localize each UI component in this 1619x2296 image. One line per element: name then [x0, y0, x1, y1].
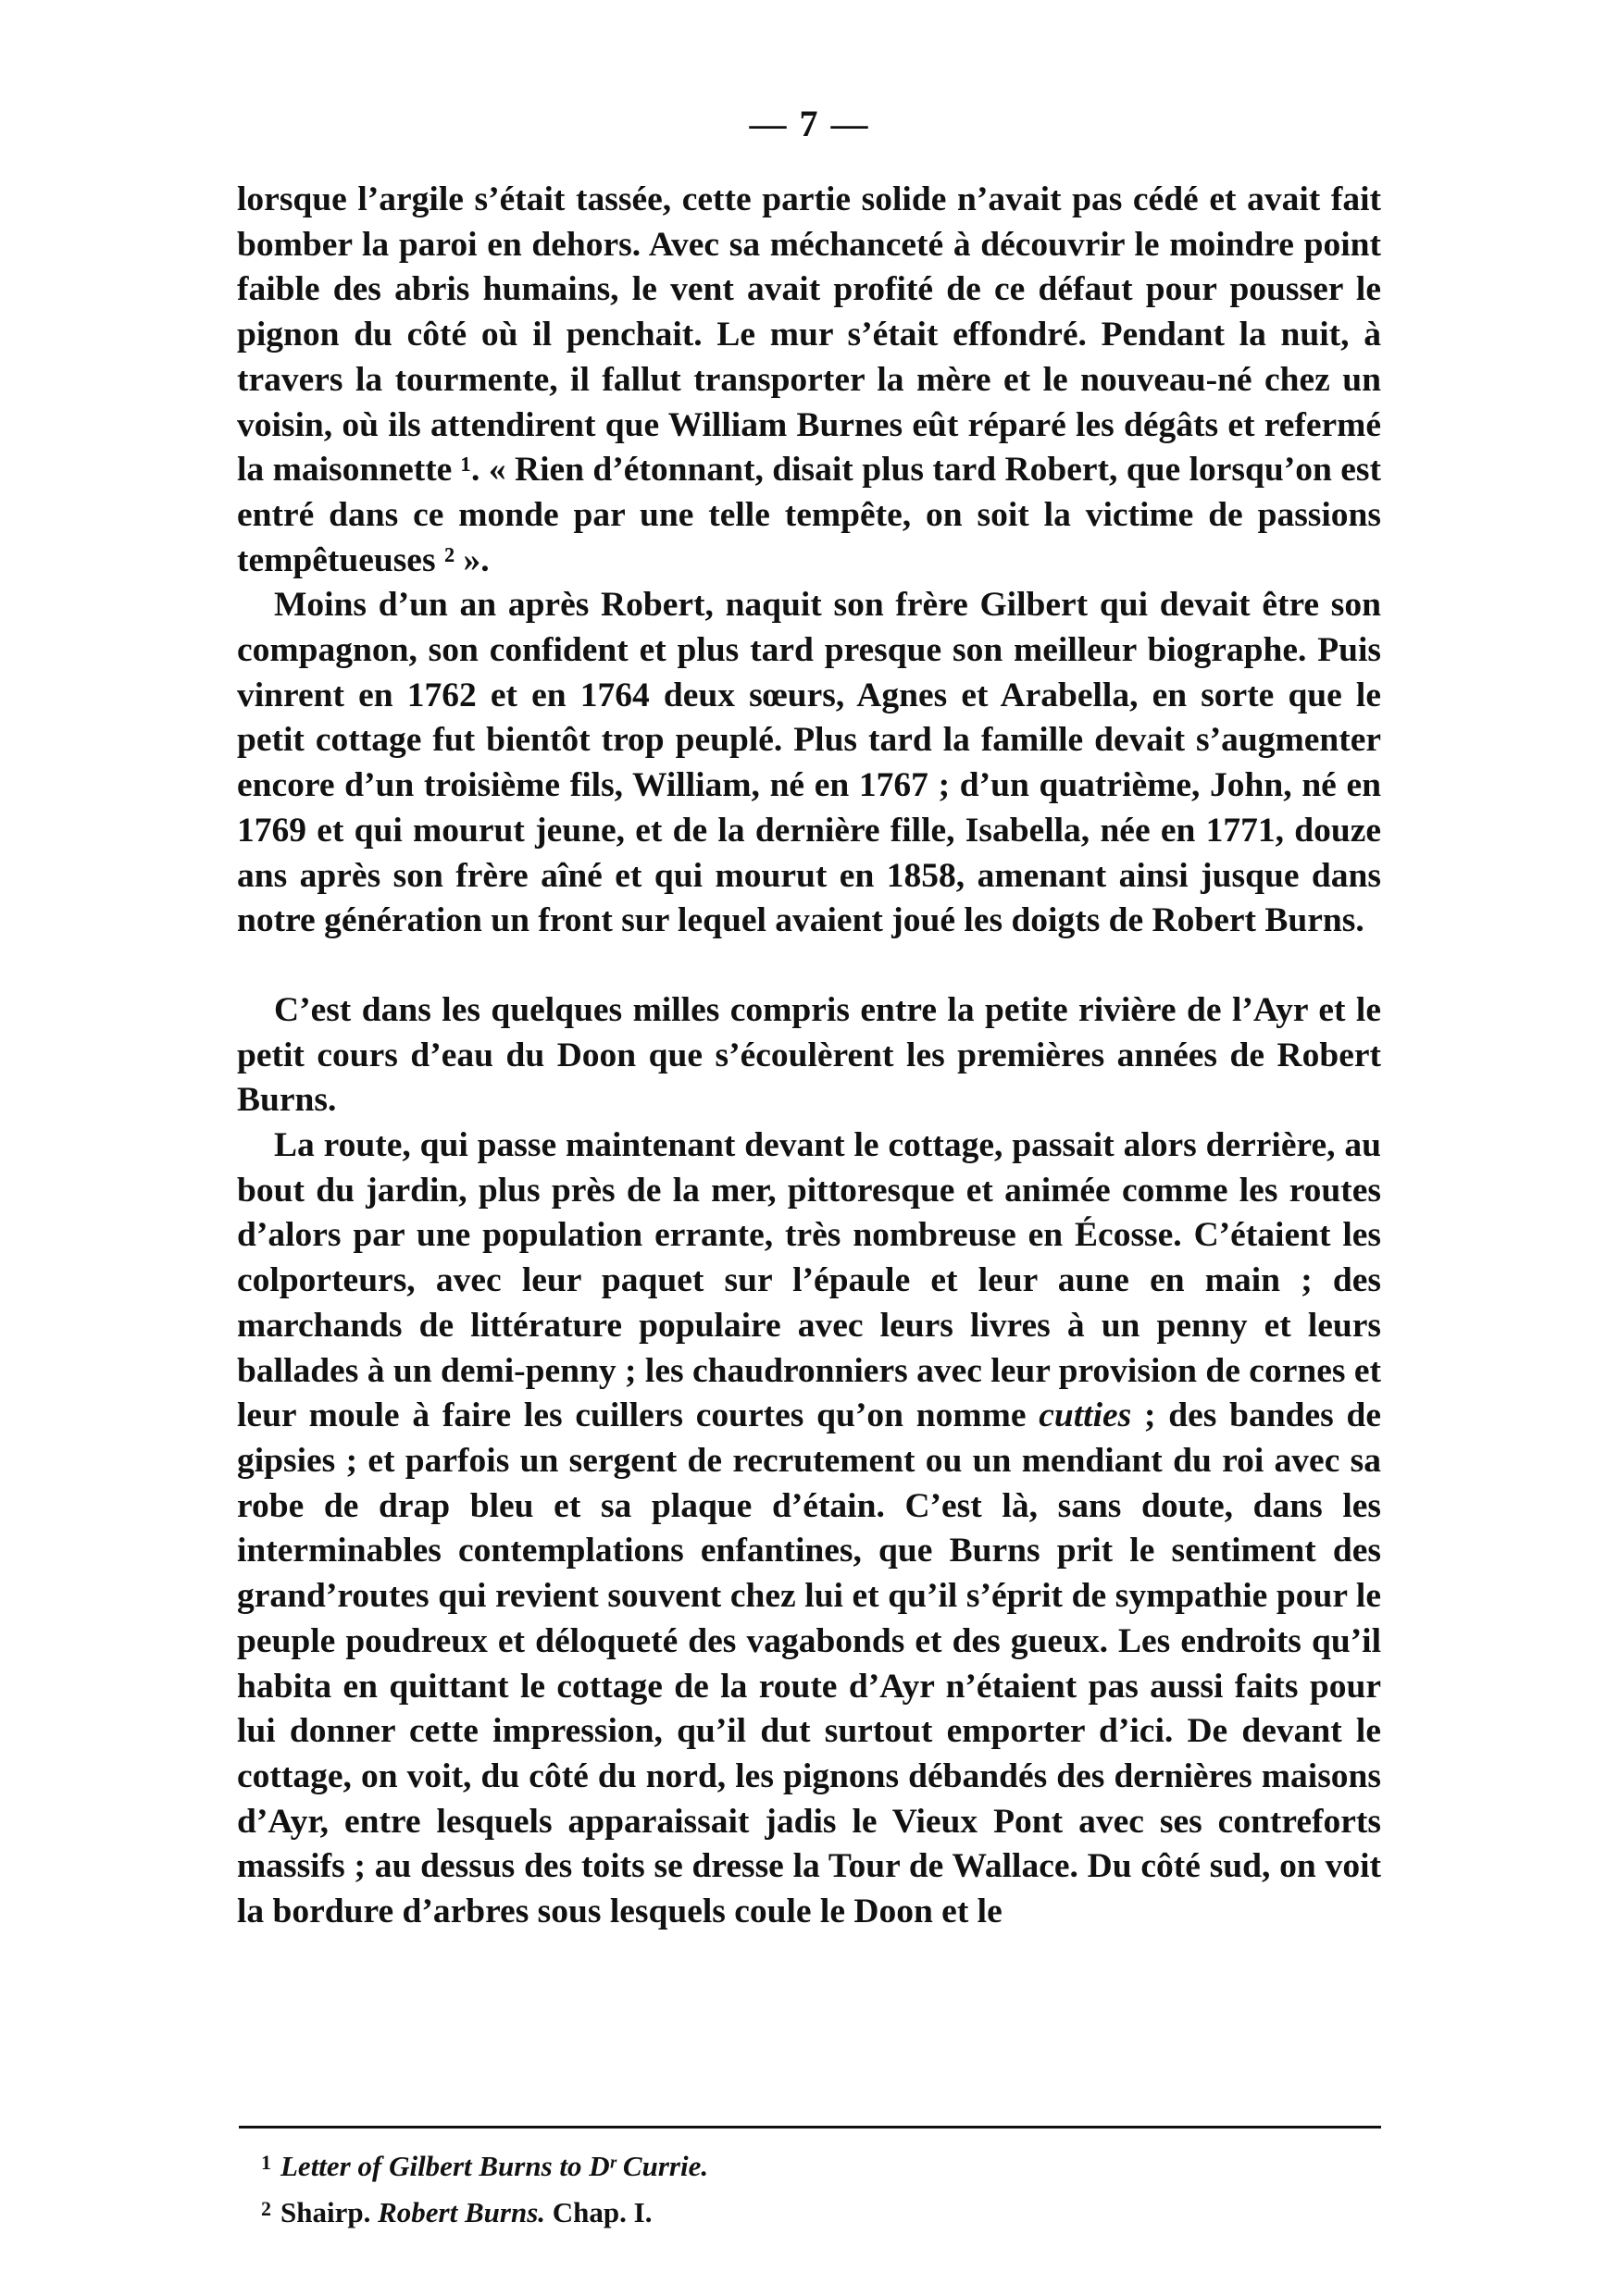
paragraph-4-part-2: ; des bandes de gipsies ; et parfois un sergent de recrutement ou un mendiant du roi avec sa robe de drap bleu et sa plaque d’étain. C’est là, sans doute, dans les interminables contemplations enfantines, que Burns prit le sentiment des grand’routes qui revient souvent chez lui et qu’il s’éprit de sympathie pour le peuple poudreux et déloqueté des vagabonds et des gueux. Les endroits qu’il habita en quittant le cottage de la route d’Ayr n’étaient pas aussi faits pour lui donner cette impression, qu’il dut surtout emporter d’ici. De devant le cottage, on voit, du côté du nord, les pignons débandés des dernières maisons d’Ayr, entre lesquels apparaissait jadis le Vieux Pont avec ses contreforts massifs ; au dessus des toits se dresse la Tour de Wallace. Du côté sud, on voit la bordure d’arbres sous lesquels coule le Doon et le: [237, 1396, 1381, 1931]
footnote-2-roman: Chap. I.: [545, 2196, 653, 2228]
paragraph-4-part-1: La route, qui passe maintenant devant le cottage, passait alors derrière, au bout du jardin, plus près de la mer, pittoresque et animée comme les routes d’alors par une population errante, très nombreuse en Écosse. C’étaient les colporteurs, avec leur paquet sur l’épaule et leur aune en main ; des marchands de littérature populaire avec leurs livres à un penny et leurs ballades à un demi-penny ; les chaudronniers avec leur provision de cornes et leur moule à faire les cuillers courtes qu’on nomme: [237, 1126, 1381, 1435]
footnote-rule: [239, 2126, 1381, 2128]
footnote-1-text: Letter of Gilbert Burns to Dʳ Currie.: [280, 2150, 709, 2182]
footnote-2-lead: Shairp.: [280, 2196, 379, 2228]
paragraph-3: C’est dans les quelques milles compris entre la petite rivière de l’Ayr et le petit cours d’eau du Doon que s’écoulèrent les premières années de Robert Burns.: [237, 990, 1381, 1120]
paragraph-4-italic-term: cutties: [1039, 1396, 1132, 1435]
footnote-2-title: Robert Burns.: [378, 2196, 546, 2228]
page-number: — 7 —: [749, 103, 870, 144]
paragraph-1: lorsque l’argile s’était tassée, cette partie solide n’avait pas cédé et avait fait bomber la paroi en dehors. Avec sa méchanceté à découvrir le moindre point faible des abris humains, le vent avait profité de ce défaut pour pousser le pignon du côté où il penchait. Le mur s’était effondré. Pendant la nuit, à travers la tourmente, il fallut transporter la mère et le nouveau-né chez un voisin, où ils attendirent que William Burnes eût réparé les dégâts et refermé la maisonnette ¹. « Rien d’étonnant, disait plus tard Robert, que lorsqu’on est entré dans ce monde par une telle tempête, on soit la victime de passions tempêtueuses ² ».: [237, 180, 1381, 579]
footnote-1-mark: 1: [261, 2151, 271, 2174]
footnote-2: [261, 2188, 1372, 2234]
paragraph-4: [237, 1123, 1381, 1935]
body-text: [237, 178, 1381, 1935]
paragraph-2: Moins d’un an après Robert, naquit son frère Gilbert qui devait être son compagnon, son confident et plus tard presque son meilleur biographe. Puis vinrent en 1762 et en 1764 deux sœurs, Agnes et Arabella, en sorte que le petit cottage fut bientôt trop peuplé. Plus tard la famille devait s’augmenter encore d’un troisième fils, William, né en 1767 ; d’un quatrième, John, né en 1769 et qui mourut jeune, et de la dernière fille, Isabella, née en 1771, douze ans après son frère aîné et qui mourut en 1858, amenant ainsi jusque dans notre génération un front sur lequel avaient joué les doigts de Robert Burns.: [237, 586, 1381, 940]
footnote-1: [261, 2141, 1372, 2188]
footnote-2-mark: 2: [261, 2197, 271, 2220]
footnotes: [261, 2141, 1372, 2234]
